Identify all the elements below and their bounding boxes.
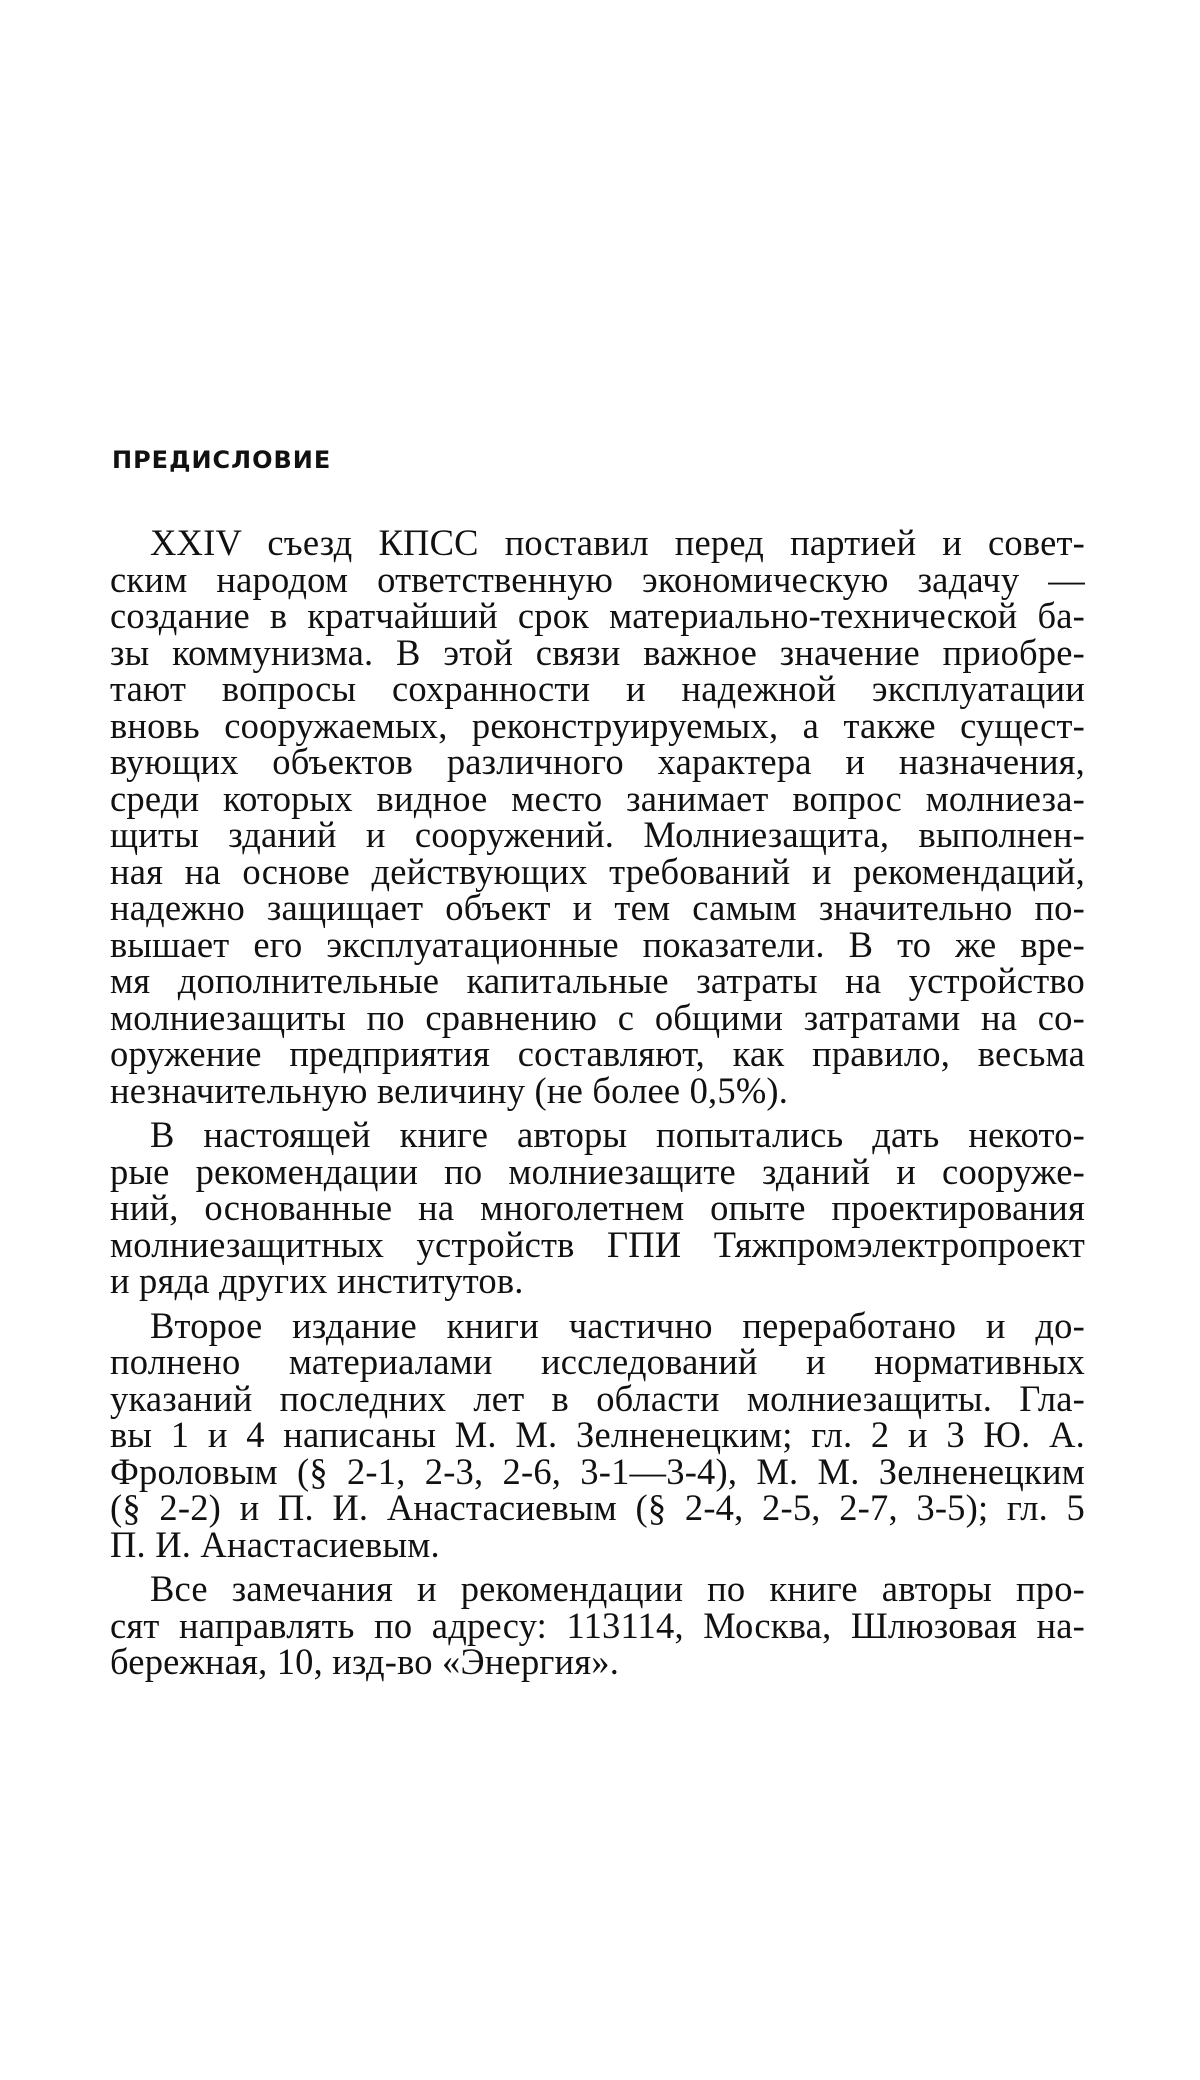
text-line: Фроловым (§ 2-1, 2-3, 2-6, 3-1—3-4), М. М. Зелненецким xyxy=(110,1450,1085,1492)
text-line: бережная, 10, изд-во «Энергия». xyxy=(110,1641,620,1682)
text-line: вновь сооружаемых, реконструируемых, а также сущест- xyxy=(110,704,1085,746)
preface-text xyxy=(110,522,1085,1689)
text-line: вышает его эксплуатационные показатели. В то же вре- xyxy=(110,923,1085,965)
paragraph-3 xyxy=(110,1304,1085,1565)
text-line: Все замечания и рекомендации по книге авторы про- xyxy=(150,1568,1085,1609)
text-line: XXIV съезд КПСС поставил перед партией и совет- xyxy=(150,522,1085,563)
text-line: зы коммунизма. В этой связи важное значение приобре- xyxy=(110,631,1085,673)
text-line: Второе издание книги частично переработано и до- xyxy=(150,1304,1085,1346)
text-line: рые рекомендации по молниезащите зданий и сооруже- xyxy=(110,1150,1085,1192)
text-line: В настоящей книге авторы попытались дать некото- xyxy=(150,1114,1085,1155)
text-line: и ряда других институтов. xyxy=(110,1260,524,1301)
paragraph-2 xyxy=(110,1114,1085,1301)
text-line: щиты зданий и сооружений. Молниезащита, выполнен- xyxy=(110,814,1085,855)
text-line: П. И. Анастасиевым. xyxy=(110,1523,440,1565)
text-line: среди которых видное место занимает вопрос молниеза- xyxy=(110,777,1085,819)
text-line: мя дополнительные капитальные затраты на устройство xyxy=(110,960,1085,1001)
text-line: указаний последних лет в области молниезащиты. Гла- xyxy=(110,1377,1085,1419)
text-line: оружение предприятия составляют, как правило, весьма xyxy=(110,1033,1085,1074)
text-line: вы 1 и 4 написаны М. М. Зелненецким; гл. 2 и 3 Ю. А. xyxy=(110,1414,1085,1455)
text-line: вующих объектов различного характера и назначения, xyxy=(110,741,1085,782)
text-line: (§ 2-2) и П. И. Анастасиевым (§ 2-4, 2-5, 2-7, 3-5); гл. 5 xyxy=(110,1487,1085,1528)
text-line: молниезащитных устройств ГПИ Тяжпромэлектропроект xyxy=(110,1223,1085,1265)
text-line: незначительную величину (не более 0,5%). xyxy=(110,1069,789,1111)
section-heading: ПРЕДИСЛОВИЕ xyxy=(112,446,332,474)
paragraph-4 xyxy=(110,1568,1085,1682)
text-line: надежно защищает объект и тем самым значительно по- xyxy=(110,887,1085,928)
paragraph-1 xyxy=(110,522,1085,1111)
text-line: сят направлять по адресу: 113114, Москва, Шлюзовая на- xyxy=(110,1604,1085,1646)
text-line: ским народом ответственную экономическую задачу — xyxy=(110,558,1085,600)
text-line: ний, основанные на многолетнем опыте проектирования xyxy=(110,1187,1085,1228)
text-line: ная на основе действующих требований и рекомендаций, xyxy=(110,850,1085,892)
text-line: полнено материалами исследований и нормативных xyxy=(110,1341,1085,1382)
text-line: молниезащиты по сравнению с общими затратами на со- xyxy=(110,996,1085,1038)
text-line: тают вопросы сохранности и надежной эксплуатации xyxy=(110,668,1085,709)
text-line: создание в кратчайший срок материально-технической ба- xyxy=(110,595,1085,636)
